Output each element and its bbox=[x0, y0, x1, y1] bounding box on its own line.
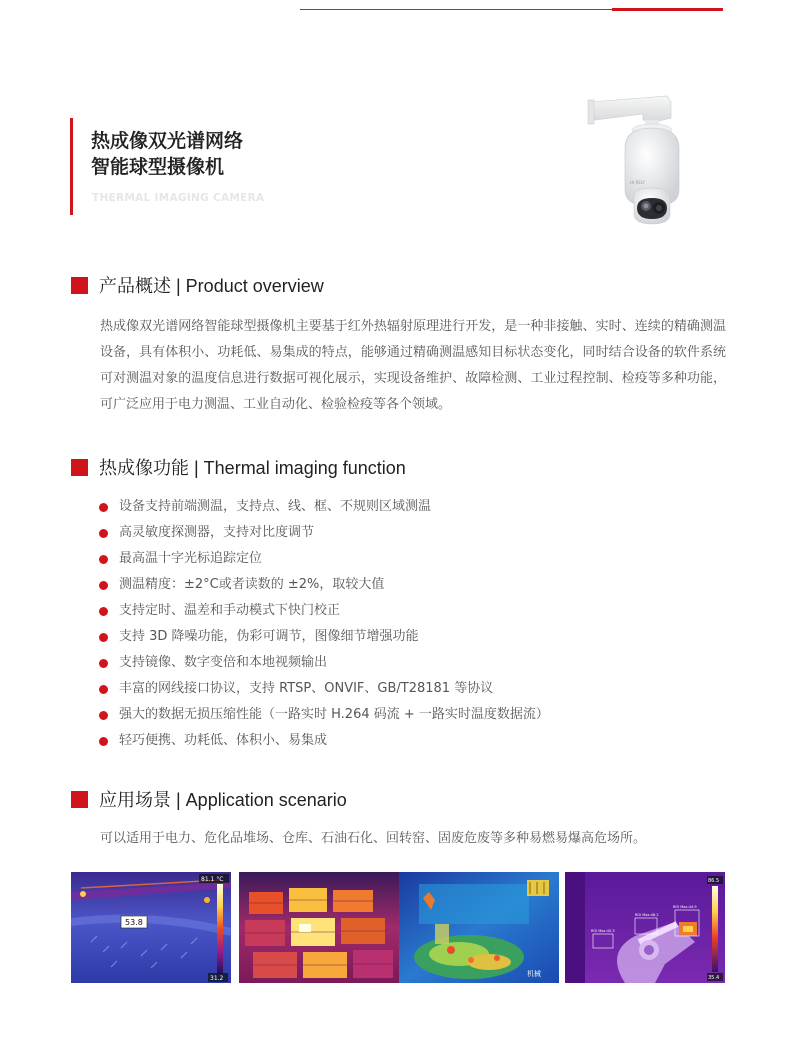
thermal-label: 机械 bbox=[527, 970, 541, 978]
list-item bbox=[99, 598, 549, 624]
title-accent-bar bbox=[70, 118, 73, 215]
list-item bbox=[99, 494, 549, 520]
list-item-text: 支持定时、温差和手动模式下快门校正 bbox=[119, 603, 341, 618]
temperature-min: 35.4 bbox=[708, 975, 720, 981]
list-item-text: 测温精度：±2°C或者读数的 ±2%，取较大值 bbox=[119, 577, 385, 592]
product-title-line1: 热成像双光谱网络 bbox=[91, 130, 244, 152]
thermal-image-substation bbox=[71, 872, 231, 983]
section-heading-application-text: 应用场景 | Application scenario bbox=[99, 790, 347, 810]
header-divider-line bbox=[300, 9, 612, 10]
bullet-icon bbox=[99, 581, 108, 590]
svg-text:HI-RELY: HI-RELY bbox=[630, 180, 646, 185]
roi-label: ROI Max:45.3 bbox=[591, 929, 615, 933]
list-item-text: 强大的数据无损压缩性能（一路实时 H.264 码流 + 一路实时温度数据流） bbox=[119, 707, 549, 722]
list-item-text: 支持镜像、数字变倍和本地视频输出 bbox=[119, 655, 328, 670]
dome-camera-image bbox=[585, 92, 703, 232]
thermal-label: 53.8 bbox=[125, 918, 143, 927]
list-item-text: 轻巧便携、功耗低、体积小、易集成 bbox=[119, 733, 328, 748]
product-title bbox=[91, 128, 243, 180]
section-heading-thermal bbox=[71, 454, 406, 480]
thermal-image-industrial bbox=[399, 872, 559, 983]
application-paragraph: 可以适用于电力、危化品堆场、仓库、石油石化、回转窑、固废危废等多种易燃易爆高危场所。 bbox=[100, 831, 647, 846]
bullet-icon bbox=[99, 711, 108, 720]
list-item-text: 丰富的网线接口协议，支持 RTSP、ONVIF、GB/T28181 等协议 bbox=[119, 681, 494, 696]
header-accent-line bbox=[612, 8, 723, 11]
temperature-min: 31.2 bbox=[210, 975, 224, 982]
list-item-text: 最高温十字光标追踪定位 bbox=[119, 551, 263, 566]
section-marker-square bbox=[71, 277, 88, 294]
section-heading-overview-text: 产品概述 | Product overview bbox=[99, 276, 324, 296]
list-item-text: 支持 3D 降噪功能，伪彩可调节，图像细节增强功能 bbox=[119, 629, 419, 644]
bullet-icon bbox=[99, 737, 108, 746]
section-marker-square bbox=[71, 791, 88, 808]
product-title-line2: 智能球型摄像机 bbox=[91, 156, 225, 178]
section-heading-application bbox=[71, 786, 347, 812]
temperature-max: 81.1 °C bbox=[201, 876, 224, 883]
roi-label: ROI Max:44.9 bbox=[673, 905, 697, 909]
bullet-icon bbox=[99, 503, 108, 512]
thermal-function-list bbox=[99, 494, 549, 754]
list-item bbox=[99, 676, 549, 702]
list-item bbox=[99, 546, 549, 572]
bullet-icon bbox=[99, 607, 108, 616]
list-item bbox=[99, 728, 549, 754]
list-item bbox=[99, 572, 549, 598]
temperature-max: 86.5 bbox=[708, 878, 720, 884]
bullet-icon bbox=[99, 633, 108, 642]
list-item bbox=[99, 624, 549, 650]
bullet-icon bbox=[99, 659, 108, 668]
list-item bbox=[99, 520, 549, 546]
list-item-text: 高灵敏度探测器，支持对比度调节 bbox=[119, 525, 315, 540]
product-title-en: THERMAL IMAGING CAMERA bbox=[92, 192, 265, 204]
thermal-image-storage-yard bbox=[239, 872, 399, 983]
bullet-icon bbox=[99, 555, 108, 564]
thermal-image-kiln bbox=[565, 872, 725, 983]
bullet-icon bbox=[99, 529, 108, 538]
overview-paragraph: 热成像双光谱网络智能球型摄像机主要基于红外热辐射原理进行开发，是一种非接触、实时、连续的精确测温设备，具有体积小、功耗低、易集成的特点，能够通过精确测温感知目标状态变化，同时结合设备的软件系统可对测温对象的温度信息进行数据可视化展示，实现设备维护、故障检测、工业过程控制、检疫等多种功能， 可广泛应用于电力测温、工业自动化、检验检疫等各个领域。 bbox=[100, 319, 726, 412]
bullet-icon bbox=[99, 685, 108, 694]
list-item bbox=[99, 702, 549, 728]
list-item-text: 设备支持前端测温，支持点、线、框、不规则区域测温 bbox=[119, 499, 432, 514]
section-heading-overview bbox=[71, 272, 324, 298]
section-marker-square bbox=[71, 459, 88, 476]
roi-label: ROI Max:46.2 bbox=[635, 913, 659, 917]
section-heading-thermal-text: 热成像功能 | Thermal imaging function bbox=[99, 458, 406, 478]
list-item bbox=[99, 650, 549, 676]
